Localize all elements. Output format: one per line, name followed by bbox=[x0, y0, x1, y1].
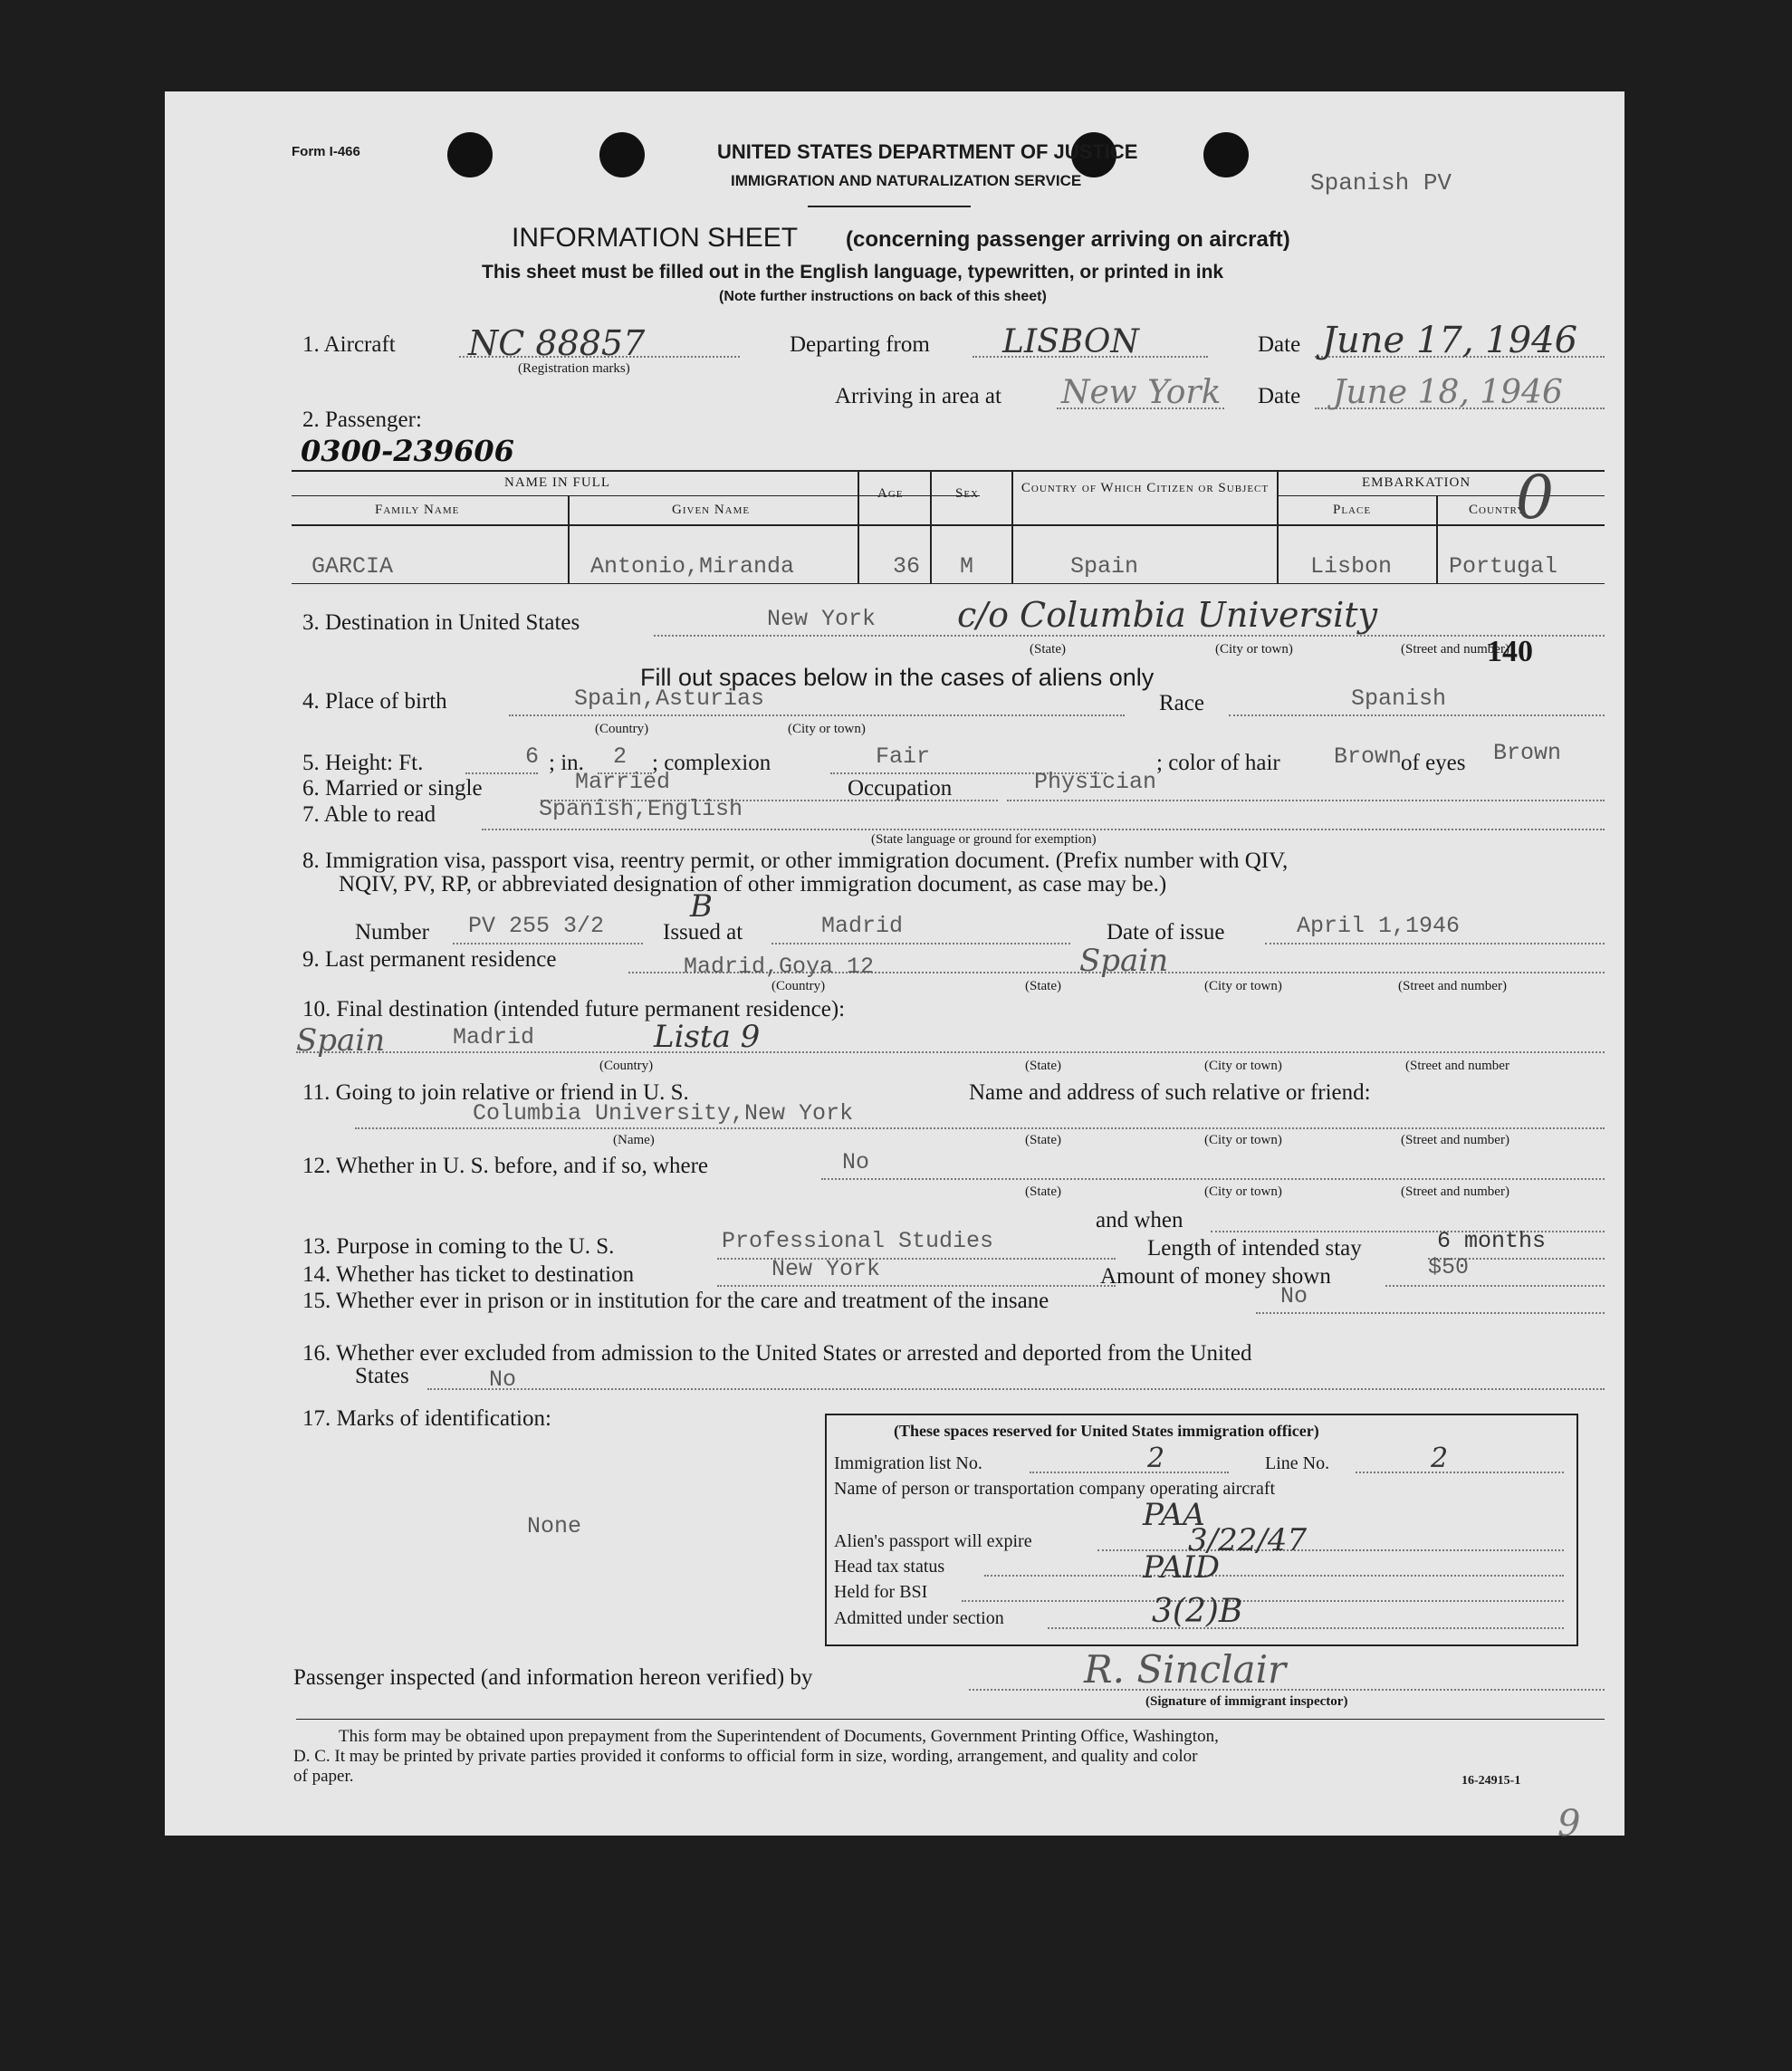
instructions-note: (Note further instructions on back of this sheet) bbox=[719, 289, 1047, 304]
visa-number-label: Number bbox=[355, 920, 429, 944]
field-line bbox=[717, 1285, 1116, 1287]
caption-country: (Country) bbox=[771, 979, 826, 993]
join-name-label: Name and address of such relative or friend: bbox=[969, 1080, 1371, 1105]
purpose-label: 13. Purpose in coming to the U. S. bbox=[302, 1234, 615, 1259]
aircraft-value: NC 88857 bbox=[468, 323, 646, 363]
table-divider bbox=[568, 495, 570, 583]
caption-street: (Street and number) bbox=[1401, 1184, 1509, 1199]
embarkation-place-value: Lisbon bbox=[1310, 553, 1393, 580]
occupation-label: Occupation bbox=[848, 776, 953, 801]
given-name-value: Antonio,Miranda bbox=[590, 553, 795, 580]
table-divider bbox=[1277, 470, 1279, 583]
field-line bbox=[355, 1127, 1605, 1129]
arriving-label: Arriving in area at bbox=[835, 384, 1001, 408]
height-label: 5. Height: Ft. bbox=[302, 751, 424, 775]
caption-city: (City or town) bbox=[1204, 1184, 1282, 1199]
caption-city: (City or town) bbox=[788, 722, 866, 736]
married-label: 6. Married or single bbox=[302, 776, 483, 801]
footer-rule bbox=[296, 1719, 1605, 1720]
read-label: 7. Able to read bbox=[302, 802, 436, 827]
table-bottom-rule bbox=[292, 583, 1605, 584]
bsi-label: Held for BSI bbox=[834, 1582, 928, 1602]
purpose-value: Professional Studies bbox=[722, 1228, 994, 1254]
punch-hole bbox=[447, 132, 493, 177]
field-line bbox=[1385, 1285, 1605, 1287]
field-line bbox=[453, 943, 643, 944]
field-line bbox=[509, 714, 1125, 716]
citizenship-header: Country of Which Citizen or Subject bbox=[1021, 481, 1270, 495]
inches-label: ; in. bbox=[549, 751, 584, 775]
field-line bbox=[1256, 1312, 1605, 1314]
destination-handwritten: c/o Columbia University bbox=[957, 595, 1378, 635]
field-line bbox=[1265, 943, 1605, 944]
field-line bbox=[482, 829, 1605, 830]
arrival-date-value: June 18, 1946 bbox=[1333, 374, 1563, 411]
join-label: 11. Going to join relative or friend in U. S. bbox=[302, 1080, 689, 1105]
punch-hole bbox=[599, 132, 645, 177]
inspected-label: Passenger inspected (and information hereon verified) by bbox=[293, 1665, 813, 1690]
page-mark: 9 bbox=[1557, 1803, 1581, 1845]
head-tax-label: Head tax status bbox=[834, 1557, 945, 1577]
destination-state-value: New York bbox=[767, 606, 877, 632]
arrival-date-label: Date bbox=[1258, 384, 1301, 408]
height-feet: 6 bbox=[525, 743, 540, 770]
excluded-value: No bbox=[489, 1366, 517, 1393]
given-name-header: Given Name bbox=[672, 503, 751, 517]
footer-text: This form may be obtained upon prepayment from the Superintendent of Documents, Government Printing Office, Washington, bbox=[339, 1727, 1219, 1746]
prison-label: 15. Whether ever in prison or in institution for the care and treatment of the insane bbox=[302, 1289, 1049, 1313]
excluded-text-2: States bbox=[355, 1364, 409, 1388]
line-no-label: Line No. bbox=[1265, 1453, 1330, 1473]
footer-text-2: D. C. It may be printed by private parties provided it conforms to official form in size, wording, arrangement, and quality and color bbox=[293, 1747, 1198, 1766]
race-label: Race bbox=[1159, 691, 1204, 715]
registration-caption: (Registration marks) bbox=[518, 361, 630, 376]
field-line bbox=[465, 772, 538, 774]
stamp-number: 140 bbox=[1487, 635, 1533, 668]
field-line bbox=[969, 1689, 1605, 1691]
caption-city: (City or town) bbox=[1204, 979, 1282, 993]
field-line bbox=[427, 1388, 1605, 1390]
birth-label: 4. Place of birth bbox=[302, 689, 447, 714]
field-line bbox=[1229, 714, 1605, 716]
table-divider bbox=[1436, 495, 1438, 583]
header-rule bbox=[808, 206, 971, 207]
final-street-hand: Lista 9 bbox=[654, 1019, 761, 1055]
form-sheet bbox=[165, 91, 1624, 1845]
destination-label: 3. Destination in United States bbox=[302, 610, 580, 635]
join-value: Columbia University,New York bbox=[473, 1100, 854, 1127]
money-label: Amount of money shown bbox=[1100, 1264, 1331, 1289]
embarkation-country-value: Portugal bbox=[1449, 553, 1558, 580]
field-line bbox=[771, 943, 1070, 944]
final-city-value: Madrid bbox=[453, 1024, 535, 1050]
caption-street: (Street and number bbox=[1405, 1059, 1509, 1073]
married-value: Married bbox=[575, 769, 671, 795]
visa-text-2: NQIV, PV, RP, or abbreviated designation of other immigration document, as case may be.) bbox=[339, 872, 1167, 896]
sex-header: Sex bbox=[955, 486, 980, 501]
caption-country: (Country) bbox=[595, 722, 649, 736]
passport-expire-label: Alien's passport will expire bbox=[834, 1531, 1032, 1551]
table-header-rule bbox=[292, 524, 1605, 526]
section-value: 3(2)B bbox=[1152, 1593, 1243, 1630]
sex-value: M bbox=[960, 553, 974, 580]
issued-label: Issued at bbox=[663, 920, 743, 944]
field-line bbox=[1048, 1627, 1564, 1629]
signature-caption: (Signature of immigrant inspector) bbox=[1145, 1694, 1348, 1709]
race-value: Spanish bbox=[1351, 686, 1447, 712]
ticket-label: 14. Whether has ticket to destination bbox=[302, 1262, 635, 1287]
visa-hand-mark: B bbox=[690, 888, 713, 925]
citizenship-value: Spain bbox=[1070, 553, 1139, 580]
before-value: No bbox=[842, 1149, 870, 1175]
arriving-value: New York bbox=[1061, 374, 1222, 411]
table-divider bbox=[930, 470, 932, 583]
list-no-label: Immigration list No. bbox=[834, 1453, 982, 1473]
visa-number-value: PV 255 3/2 bbox=[468, 913, 605, 939]
complexion-label: ; complexion bbox=[652, 751, 771, 775]
age-value: 36 bbox=[893, 553, 921, 580]
eyes-value: Brown bbox=[1493, 740, 1562, 766]
departure-date-value: June 17, 1946 bbox=[1322, 320, 1578, 361]
department-name: UNITED STATES DEPARTMENT OF JUSTICE bbox=[717, 140, 1138, 163]
complexion-value: Fair bbox=[876, 743, 931, 770]
height-inches: 2 bbox=[613, 743, 628, 770]
line-no-value: 2 bbox=[1431, 1443, 1449, 1474]
name-in-full-header: NAME IN FULL bbox=[504, 475, 610, 490]
departing-label: Departing from bbox=[790, 332, 930, 357]
table-divider bbox=[1011, 470, 1013, 583]
issue-date-value: April 1,1946 bbox=[1297, 913, 1461, 939]
passenger-file-number: 0300-239606 bbox=[301, 434, 514, 468]
before-label: 12. Whether in U. S. before, and if so, where bbox=[302, 1154, 709, 1178]
form-subtitle: (concerning passenger arriving on aircraft) bbox=[846, 227, 1290, 252]
aliens-heading: Fill out spaces below in the cases of aliens only bbox=[640, 664, 1155, 691]
caption-city: (City or town) bbox=[1215, 642, 1293, 657]
final-destination-label: 10. Final destination (intended future permanent residence): bbox=[302, 997, 846, 1021]
aircraft-label: 1. Aircraft bbox=[302, 332, 396, 357]
caption-state: (State) bbox=[1025, 1059, 1061, 1073]
list-no-value: 2 bbox=[1147, 1443, 1165, 1474]
read-caption: (State language or ground for exemption) bbox=[871, 832, 1097, 847]
excluded-text: 16. Whether ever excluded from admission to the United States or arrested and deported from the United bbox=[302, 1341, 1252, 1366]
operator-value: PAA bbox=[1143, 1497, 1205, 1533]
caption-state: (State) bbox=[1030, 642, 1066, 657]
ticket-value: New York bbox=[771, 1256, 881, 1282]
occupation-value: Physician bbox=[1034, 769, 1157, 795]
circle-mark: 0 bbox=[1516, 463, 1554, 532]
residence-hand: Spain bbox=[1079, 943, 1169, 979]
inspector-signature: R. Sinclair bbox=[1084, 1647, 1287, 1692]
when-label: and when bbox=[1096, 1208, 1183, 1232]
eyes-label: of eyes bbox=[1401, 751, 1466, 775]
caption-state: (State) bbox=[1025, 1184, 1061, 1199]
place-header: Place bbox=[1333, 503, 1372, 517]
family-name-value: GARCIA bbox=[311, 553, 394, 580]
field-line bbox=[1356, 1472, 1564, 1473]
stay-label: Length of intended stay bbox=[1147, 1236, 1362, 1261]
field-line bbox=[296, 1051, 1605, 1053]
field-line bbox=[654, 635, 1605, 637]
table-divider bbox=[858, 470, 859, 583]
issue-date-label: Date of issue bbox=[1107, 920, 1225, 944]
hair-label: ; color of hair bbox=[1156, 751, 1280, 775]
embarkation-country-header: Country bbox=[1469, 503, 1526, 517]
departing-value: LISBON bbox=[1002, 323, 1139, 360]
embarkation-header: EMBARKATION bbox=[1362, 475, 1471, 490]
corner-note: Spanish PV bbox=[1310, 169, 1452, 197]
caption-street: (Street and number) bbox=[1398, 979, 1507, 993]
passenger-label: 2. Passenger: bbox=[302, 407, 422, 432]
officer-box-heading: (These spaces reserved for United States immigration officer) bbox=[894, 1422, 1319, 1440]
issued-value: Madrid bbox=[821, 913, 904, 939]
caption-city: (City or town) bbox=[1204, 1133, 1282, 1147]
caption-state: (State) bbox=[1025, 979, 1061, 993]
caption-street: (Street and number) bbox=[1401, 642, 1509, 657]
print-number: 16-24915-1 bbox=[1461, 1774, 1521, 1788]
table-rule bbox=[292, 495, 980, 496]
hair-value: Brown bbox=[1334, 743, 1403, 770]
residence-label: 9. Last permanent residence bbox=[302, 947, 557, 972]
caption-city: (City or town) bbox=[1204, 1059, 1282, 1073]
caption-state: (State) bbox=[1025, 1133, 1061, 1147]
caption-country: (Country) bbox=[599, 1059, 654, 1073]
field-line bbox=[821, 1178, 1605, 1180]
stay-value: 6 months bbox=[1437, 1228, 1547, 1254]
caption-name: (Name) bbox=[613, 1133, 655, 1147]
caption-street: (Street and number) bbox=[1401, 1133, 1509, 1147]
form-title: INFORMATION SHEET bbox=[512, 223, 799, 253]
field-line bbox=[984, 1575, 1564, 1577]
final-country-hand: Spain bbox=[296, 1022, 386, 1059]
read-value: Spanish,English bbox=[539, 796, 743, 822]
marks-value: None bbox=[527, 1513, 582, 1539]
table-top-rule bbox=[292, 470, 1605, 472]
passport-expire-value: 3/22/47 bbox=[1188, 1522, 1308, 1558]
operator-label: Name of person or transportation company operating aircraft bbox=[834, 1479, 1276, 1499]
family-name-header: Family Name bbox=[375, 503, 460, 517]
money-value: $50 bbox=[1428, 1254, 1470, 1280]
marks-label: 17. Marks of identification: bbox=[302, 1406, 551, 1431]
residence-value: Madrid,Goya 12 bbox=[684, 954, 875, 980]
field-line bbox=[1030, 1472, 1229, 1473]
field-line bbox=[962, 1600, 1564, 1602]
table-rule bbox=[1277, 495, 1605, 496]
section-label: Admitted under section bbox=[834, 1608, 1004, 1628]
birth-value: Spain,Asturias bbox=[574, 686, 765, 712]
punch-hole bbox=[1203, 132, 1249, 177]
departure-date-label: Date bbox=[1258, 332, 1301, 357]
age-header: Age bbox=[877, 486, 904, 501]
prison-value: No bbox=[1280, 1283, 1308, 1309]
instructions: This sheet must be filled out in the English language, typewritten, or printed in ink bbox=[482, 262, 1224, 283]
service-name: IMMIGRATION AND NATURALIZATION SERVICE bbox=[731, 172, 1082, 189]
footer-text-3: of paper. bbox=[293, 1767, 354, 1786]
field-line bbox=[1007, 800, 1605, 801]
visa-text: 8. Immigration visa, passport visa, reentry permit, or other immigration document. (Prefix number with QIV, bbox=[302, 849, 1289, 873]
head-tax-value: PAID bbox=[1143, 1549, 1220, 1586]
form-number: Form I-466 bbox=[292, 144, 360, 159]
